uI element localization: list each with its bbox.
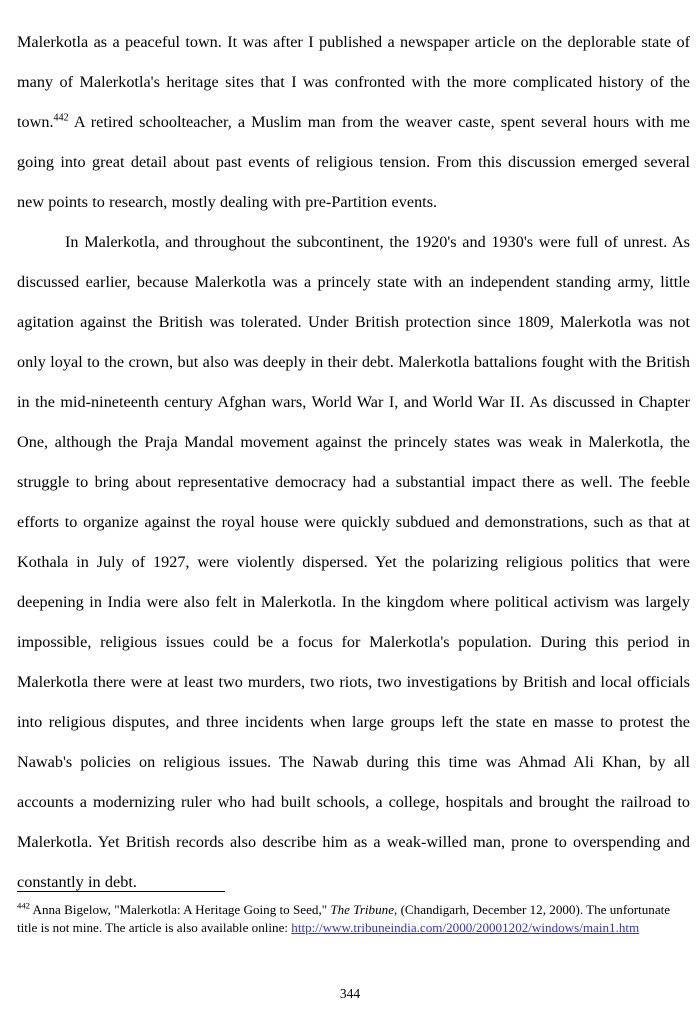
paragraph-2 — [17, 222, 690, 902]
footnote-marker: 442 — [17, 900, 30, 911]
footnote-segment-1: Anna Bigelow, "Malerkotla: A Heritage Going to Seed," — [29, 902, 331, 917]
footnote-442 — [17, 901, 690, 936]
footnote-reference-442[interactable]: 442 — [53, 112, 69, 124]
footnote-separator-rule — [17, 891, 225, 892]
footnote-url-link[interactable]: http://www.tribuneindia.com/2000/20001202/windows/main1.htm — [291, 919, 640, 935]
page-number: 344 — [339, 986, 361, 1001]
paragraph-1 — [17, 22, 690, 222]
paragraph-2-text: In Malerkotla, and throughout the subcontinent, the 1920's and 1930's were full of unrest. As discussed earlier, because Malerkotla was a princely state with an independent standing army, little agitation against the British was tolerated. Under British protection since 1809, Malerkotla was not only loyal to the crown, but also was deeply in their debt. Malerkotla battalions fought with the British in the mid-nineteenth century Afghan wars, World War I, and World War II. As discussed in Chapter One, although the Praja Mandal movement against the princely states was weak in Malerkotla, the struggle to bring about representative democracy had a substantial impact there as well. The feeble efforts to organize against the royal house were quickly subdued and demonstrations, such as that at Kothala in July of 1927, were violently dispersed. Yet the polarizing religious politics that were deepening in India were also felt in Malerkotla. In the kingdom where political activism was largely impossible, religious issues could be a focus for Malerkotla's population. During this period in Malerkotla there were at least two murders, two riots, two investigations by British and local officials into religious disputes, and three incidents when large groups left the state en masse to protest the Nawab's policies on religious issues. The Nawab during this time was Ahmad Ali Khan, by all accounts a modernizing ruler who had built schools, a college, hospitals and brought the railroad to Malerkotla. Yet British records also describe him as a weak-willed man, prone to overspending and constantly in debt. — [17, 233, 690, 891]
paragraph-1-text-before-ref: Malerkotla as a peaceful town. It was after I published a newspaper article on the deplorable state of many of Malerkotla's heritage sites that I was confronted with the more complicated history of the town. — [17, 33, 690, 131]
body-text-area — [17, 22, 690, 902]
footnote-area — [17, 891, 690, 936]
footnote-segment-2: , (Chandigarh, December 12, 2000). The unfortunate title is not mine. The article is also available online: — [17, 902, 671, 935]
footnote-publication-title: The Tribune — [330, 902, 395, 917]
paragraph-1-text-after-ref: A retired schoolteacher, a Muslim man from the weaver caste, spent several hours with me going into great detail about past events of religious tension. From this discussion emerged several new points to research, mostly dealing with pre-Partition events. — [17, 113, 690, 211]
